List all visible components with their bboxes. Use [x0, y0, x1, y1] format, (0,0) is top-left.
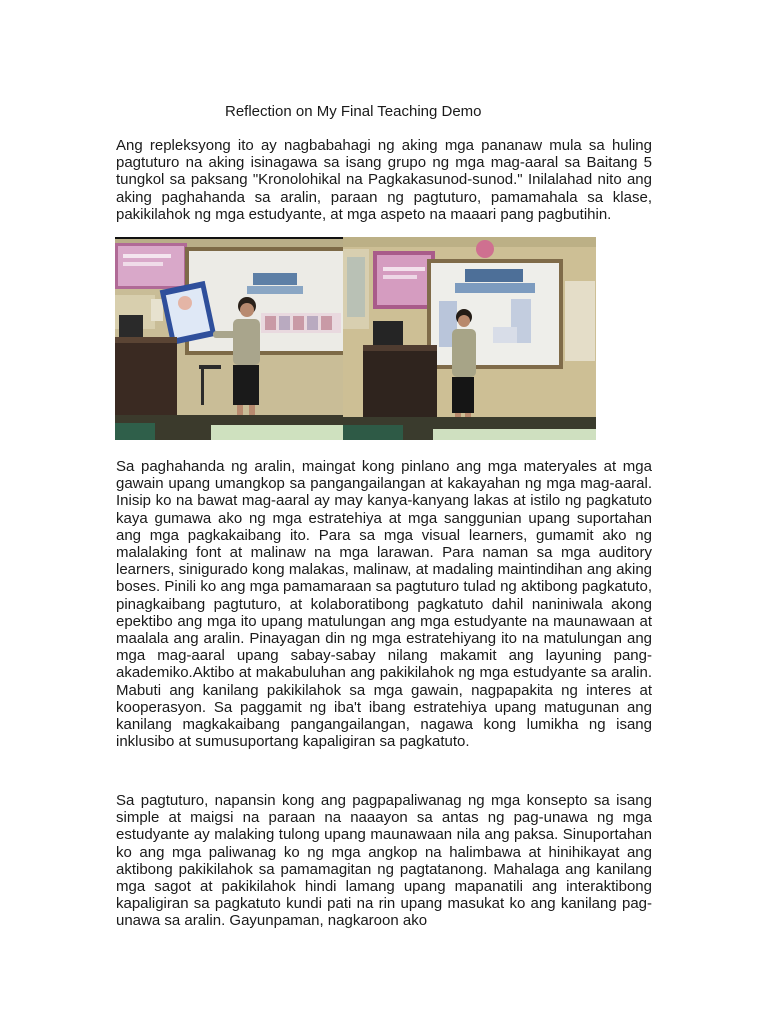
teaching-demo-photos: [115, 237, 596, 440]
paragraph-teaching-method: Sa pagtuturo, napansin kong ang pagpapaliwanag ng mga konsepto sa isang simple at maigsi na paraan na naaayon sa antas ng pag-unawa ng mga estudyante ay malaking tulong upang maunawaan nila ang paksa. Sinuportahan ko ang mga paliwanag ko ng mga angkop na halimbawa at hinihikayat ang aktibong pakikilahok sa pamamagitan ng pagtatanong. Mahalaga ang kanilang mga sagot at pakikilahok hindi lamang upang mapanatili ang interaktibong kapaligiran sa pagkatuto kundi pati na rin upang masukat ko ang kanilang pag-unawa sa aralin. Gayunpaman, nagkaroon ako: [116, 792, 652, 930]
paragraph-lesson-preparation: Sa paghahanda ng aralin, maingat kong pinlano ang mga materyales at mga gawain upang umangkop sa pangangailangan at kakayahan ng mga mag-aaral. Inisip ko na bawat mag-aaral ay may kanya-kanyang lakas at istilo ng pagkatuto kaya gumawa ako ng mga estratehiya at mga sanggunian upang suportahan ang mga pagkakaibang ito. Para sa mga visual learners, gumamit ako ng malalaking font at malinaw na mga larawan. Para naman sa mga auditory learners, sinigurado kong malakas, malinaw, at madaling maintindihan ang aking boses. Pinili ko ang mga pamamaraan sa pagtuturo tulad ng aktibong pagkatuto, pinagkaibang pagtuturo, at kolaboratibong pagkatuto dahil naniniwala akong epektibo ang mga ito upang matulungan ang mga estudyante na maunawaan at maalala ang aralin. Pinayagan din ng mga estratehiyang ito na matulungan ang mga mag-aaral upang sabay-sabay nilang makamit ang layuning pang-akademiko.Aktibo at makabuluhan ang pakikilahok ng mga estudyante sa aralin. Mabuti ang kanilang pakikilahok sa mga gawain, nagpapakita ng interes at kooperasyon. Sa paggamit ng iba't ibang estratehiya upang matugunan ang kanilang magkakaibang pangangailangan, nagawa kong lumikha ng isang inklusibo at sumusuportang kapaligiran sa pagkatuto.: [116, 458, 652, 751]
paragraph-intro: Ang repleksyong ito ay nagbabahagi ng aking mga pananaw mula sa huling pagtuturo na aking isinagawa sa isang grupo ng mga mag-aaral sa Baitang 5 tungkol sa paksang "Kronolohikal na Pagkakasunod-sunod." Inilalahad nito ang aking paghahanda sa aralin, paraan ng pagtuturo, pamamahala sa klase, pakikilahok ng mga estudyante, at mga aspeto na maaari pang pagbutihin.: [116, 137, 652, 223]
photo-border-line: [115, 237, 343, 239]
photo-right-scene: [343, 237, 596, 440]
photo-teacher-holding-visual-aid: [115, 237, 343, 440]
document-title: Reflection on My Final Teaching Demo: [225, 103, 482, 120]
photo-left-scene: [115, 237, 343, 440]
photo-teacher-presenting: [343, 237, 596, 440]
